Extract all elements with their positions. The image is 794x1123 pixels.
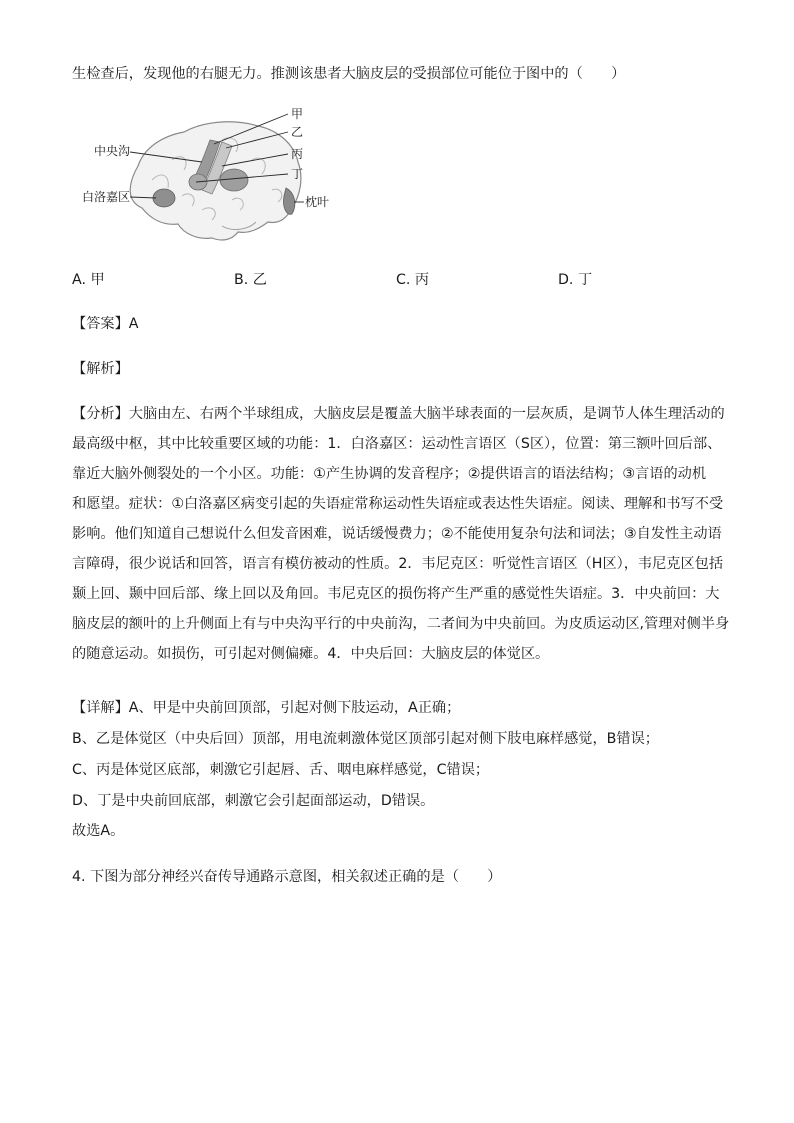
analysis-line: 的随意运动。如损伤，可引起对侧偏瘫。4．中央后回：大脑皮层的体觉区。 (72, 646, 550, 662)
analysis-line: 最高级中枢，其中比较重要区域的功能：1．白洛嘉区：运动性言语区（S区），位置：第三额叶回后部、 (72, 436, 722, 452)
answer-value: A (128, 316, 139, 332)
label-ding: 丁 (291, 167, 304, 181)
label-jia: 甲 (291, 107, 304, 121)
detail-line: B、乙是体觉区（中央后回）顶部，用电流刺激体觉区顶部引起对侧下肢电麻样感觉，B错误； (72, 731, 659, 747)
detail-text: A、甲是中央前回顶部，引起对侧下肢运动，A正确； (128, 700, 461, 716)
label-broca-area: 白洛嘉区 (82, 190, 131, 204)
label-yi: 乙 (291, 125, 304, 139)
analysis-text: 大脑由左、右两个半球组成，大脑皮层是覆盖大脑半球表面的一层灰质，是调节人体生理活动的 (128, 406, 725, 422)
detail-tag: 【详解】 (72, 700, 129, 716)
detail-line: D、丁是中央前回底部，刺激它会引起面部运动，D错误。 (72, 793, 435, 809)
analysis-line: 脑皮层的额叶的上升侧面上有与中央沟平行的中央前沟，二者间为中央前回。为皮质运动区,管理对侧半身 (72, 616, 730, 632)
analysis-line: 影响。他们知道自己想说什么但发音困难，说话缓慢费力；②不能使用复杂句法和词法；③自发性主动语 (72, 526, 722, 542)
brain-figure (72, 100, 332, 250)
question-stem: 生检查后，发现他的右腿无力。推测该患者大脑皮层的受损部位可能位于图中的（ ） (72, 66, 626, 82)
analysis-tag: 【分析】 (72, 406, 129, 422)
analysis-line: 颞上回、颞中回后部、缘上回以及角回。韦尼克区的损伤将产生严重的感觉性失语症。3．中央前回：大 (72, 586, 720, 602)
label-occipital-lobe: 枕叶 (305, 195, 330, 209)
analysis-line: 和愿望。症状：①白洛嘉区病变引起的失语症常称运动性失语症或表达性失语症。阅读、理解和书写不受 (72, 496, 724, 512)
option-a: A. 甲 (72, 272, 105, 288)
detail-line (72, 698, 460, 718)
option-c: C. 丙 (396, 272, 430, 288)
option-d: D. 丁 (558, 272, 593, 288)
label-bing: 丙 (291, 147, 304, 161)
option-b: B. 乙 (234, 272, 267, 288)
analysis-line (72, 404, 725, 424)
answer-tag: 【答案】 (72, 316, 129, 332)
next-question: 4. 下图为部分神经兴奋传导通路示意图，相关叙述正确的是（ ） (72, 869, 502, 885)
conclusion-line: 故选A。 (72, 823, 125, 839)
analysis-line: 靠近大脑外侧裂处的一个小区。功能：①产生协调的发音程序；②提供语言的语法结构；③言语的动机 (72, 466, 707, 482)
detail-line: C、丙是体觉区底部，刺激它引起唇、舌、咽电麻样感觉，C错误； (72, 762, 490, 778)
answer-line (72, 314, 138, 334)
explanation-tag: 【解析】 (72, 361, 129, 377)
analysis-line: 言障碍，很少说话和回答，语言有模仿被动的性质。2．韦尼克区：听觉性言语区（H区），韦尼克区包括 (72, 556, 724, 572)
label-central-sulcus: 中央沟 (94, 144, 131, 158)
